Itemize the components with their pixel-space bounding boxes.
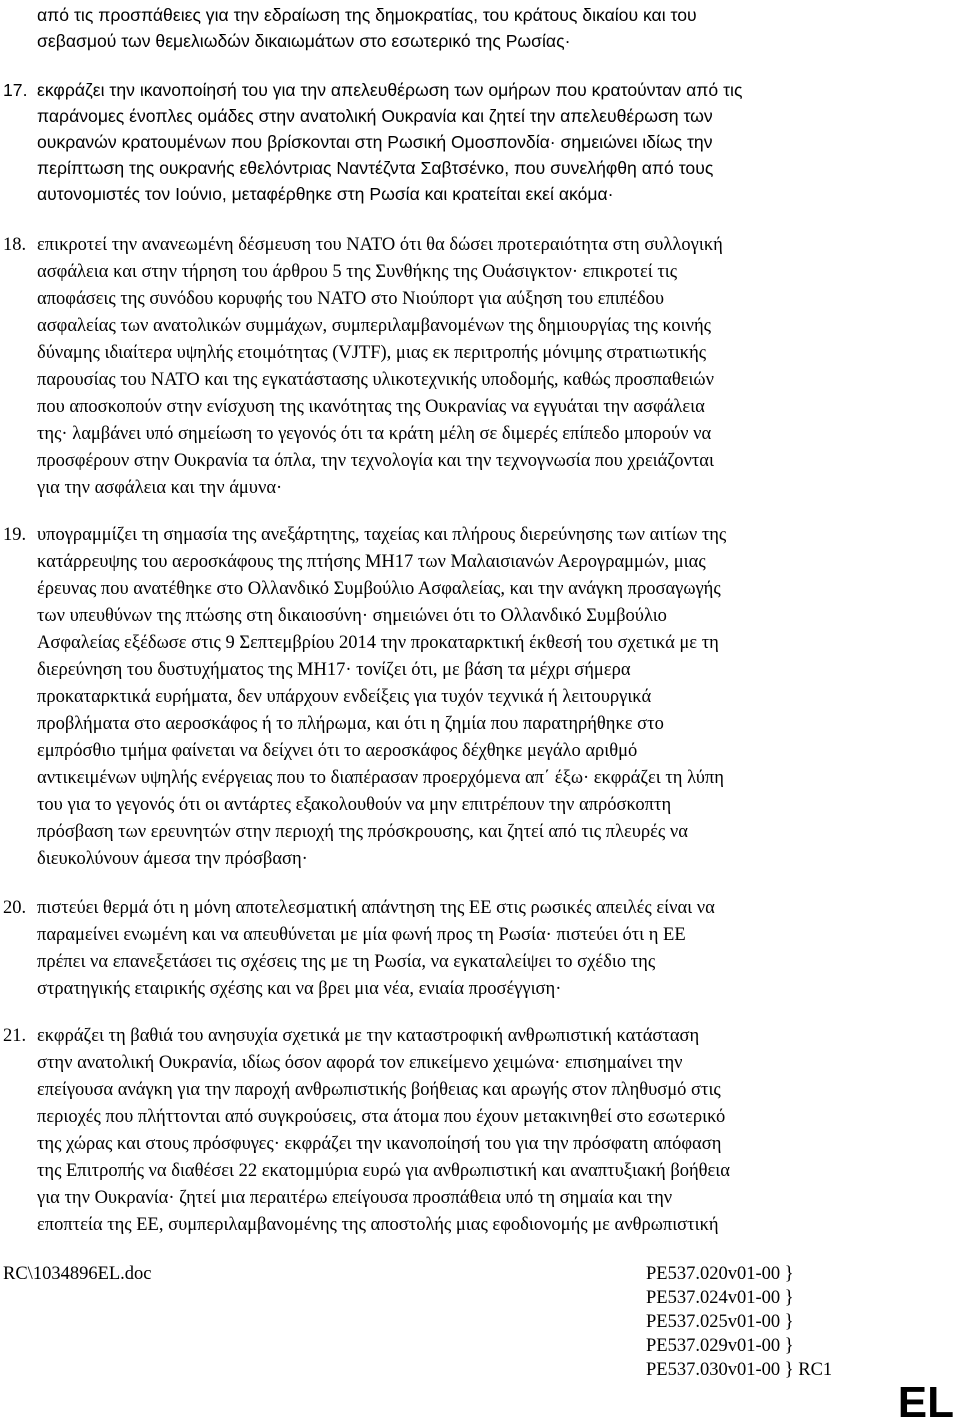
text-line: προσφέρουν στην Ουκρανία τα όπλα, την τεχνολογία και την τεχνογνωσία που χρειάζονται	[37, 451, 714, 471]
text-line: παραμείνει ενωμένη και να απευθύνεται με μία φωνή προς τη Ρωσία· πιστεύει ότι η ΕΕ	[37, 925, 686, 945]
text-line: πιστεύει θερμά ότι η μόνη αποτελεσματική απάντηση της ΕΕ στις ρωσικές απειλές είναι να	[37, 898, 715, 918]
text-line: της Επιτροπής να διαθέσει 22 εκατομμύρια ευρώ για ανθρωπιστική και αναπτυξιακή βοήθεια	[37, 1161, 730, 1181]
text-line: Ασφαλείας εξέδωσε στις 9 Σεπτεμβρίου 2014 την προκαταρκτική έκθεσή του σχετικά με τη	[37, 633, 719, 653]
text-line: εκφράζει την ικανοποίησή του για την απελευθέρωση των ομήρων που κρατούνταν από τις	[37, 80, 743, 100]
text-line: της χώρας και στους πρόσφυγες· εκφράζει την ικανοποίησή του για την πρόσφατη απόφαση	[37, 1134, 722, 1154]
text-line: εμπρόσθιο τμήμα φαίνεται να δείχνει ότι το αεροσκάφος δέχθηκε μεγάλο αριθμό	[37, 741, 638, 761]
text-line: ασφαλείας των ανατολικών συμμάχων, συμπεριλαμβανομένων της δημιουργίας της κοινής	[37, 316, 711, 336]
text-line: επικροτεί την ανανεωμένη δέσμευση του ΝΑΤΟ ότι θα δώσει προτεραιότητα στη συλλογική	[37, 235, 723, 255]
text-line: της· λαμβάνει υπό σημείωση το γεγονός ότι τα κράτη μέλη σε διμερές επίπεδο μπορούν να	[37, 424, 712, 444]
paragraph-number: 21.	[3, 1026, 27, 1046]
text-line: περιοχές που πλήττονται από συγκρούσεις, στα άτομα που έχουν μετακινηθεί στο εσωτερικό	[37, 1107, 726, 1127]
text-line: αποφάσεις της συνόδου κορυφής του ΝΑΤΟ στο Νιούπορτ για αύξηση του επιπέδου	[37, 289, 665, 309]
paragraph-number: 17.	[3, 80, 28, 100]
text-line: σεβασμού των θεμελιωδών δικαιωμάτων στο εσωτερικό της Ρωσίας·	[37, 31, 571, 51]
text-line: περίπτωση της ουκρανής εθελόντριας Ναντέζντα Σαβτσένκο, που συνελήφθη από τους	[37, 158, 714, 178]
text-line: προβλήματα στο αεροσκάφος ή το πλήρωμα, και ότι η ζημία που παρατηρήθηκε στο	[37, 714, 664, 734]
text-line: δύναμης ιδιαίτερα υψηλής ετοιμότητας (VJTF), μιας εκ περιτροπής μόνιμης στρατιωτικής	[37, 343, 707, 363]
pe-reference: PE537.025v01-00 }	[646, 1312, 794, 1332]
text-line: ουκρανών κρατουμένων που βρίσκονται στη Ρωσική Ομοσπονδία· σημειώνει ιδίως την	[37, 132, 713, 152]
paragraph-number: 20.	[3, 898, 27, 918]
paragraph-number: 19.	[3, 525, 27, 545]
paragraph-number: 18.	[3, 235, 27, 255]
text-line: παρουσίας του ΝΑΤΟ και της εγκατάστασης υλικοτεχνικής υποδομής, καθώς προσπαθειών	[37, 370, 714, 390]
text-line: ασφάλεια και στην τήρηση του άρθρου 5 της Συνθήκης της Ουάσιγκτον· επικροτεί τις	[37, 262, 678, 282]
text-line: από τις προσπάθειες για την εδραίωση της δημοκρατίας, του κράτους δικαίου και του	[37, 5, 697, 25]
text-line: στρατηγικής εταιρικής σχέσης και να βρει μια νέα, ενιαία προσέγγιση·	[37, 979, 562, 999]
text-line: πρέπει να επανεξετάσει τις σχέσεις της με τη Ρωσία, να εγκαταλείψει το σχέδιο της	[37, 952, 656, 972]
text-line: για την ασφάλεια και την άμυνα·	[37, 478, 283, 498]
pe-reference: PE537.020v01-00 }	[646, 1264, 794, 1284]
text-line: εποπτεία της ΕΕ, συμπεριλαμβανομένης της αποστολής μιας εφοδιονομής με ανθρωπιστική	[37, 1215, 719, 1235]
text-line: στην ανατολική Ουκρανία, ιδίως όσον αφορά τον επικείμενο χειμώνα· επισημαίνει την	[37, 1053, 683, 1073]
text-line: έρευνας που ανατέθηκε στο Ολλανδικό Συμβούλιο Ασφαλείας, και την ανάγκη προσαγωγής	[37, 579, 721, 599]
text-line: διερεύνηση του δυστυχήματος της MH17· τονίζει ότι, με βάση τα μέχρι σήμερα	[37, 660, 631, 680]
text-line: υπογραμμίζει τη σημασία της ανεξάρτητης, ταχείας και πλήρους διερεύνησης των αιτίων της	[37, 525, 727, 545]
text-line: πρόσβαση των ερευνητών στην περιοχή της πρόσκρουσης, και ζητεί από τις πλευρές να	[37, 822, 688, 842]
text-line: για την Ουκρανία· ζητεί μια περαιτέρω επείγουσα προσπάθεια υπό τη σημαία και την	[37, 1188, 673, 1208]
text-line: που αποσκοπούν στην ενίσχυση της ικανότητας της Ουκρανίας να εγγυάται την ασφάλεια	[37, 397, 705, 417]
pe-reference: PE537.030v01-00 } RC1	[646, 1360, 833, 1380]
text-line: διευκολύνουν άμεσα την πρόσβαση·	[37, 849, 308, 869]
text-line: αυτονομιστές τον Ιούνιο, μεταφέρθηκε στη Ρωσία και κρατείται εκεί ακόμα·	[37, 184, 614, 204]
pe-reference: PE537.024v01-00 }	[646, 1288, 794, 1308]
language-code: EL	[897, 1378, 954, 1427]
text-line: εκφράζει τη βαθιά του ανησυχία σχετικά με την καταστροφική ανθρωπιστική κατάσταση	[37, 1026, 700, 1046]
text-line: των υπευθύνων της πτώσης στη δικαιοσύνη· σημειώνει ότι το Ολλανδικό Συμβούλιο	[37, 606, 667, 626]
text-line: επείγουσα ανάγκη για την παροχή ανθρωπιστικής βοήθειας και αρωγής στον πληθυσμό στις	[37, 1080, 721, 1100]
text-line: αντικειμένων υψηλής ενέργειας που το διαπέρασαν προερχόμενα απ΄ έξω· εκφράζει τη λύπη	[37, 768, 724, 788]
pe-reference: PE537.029v01-00 }	[646, 1336, 794, 1356]
document-reference: RC\1034896EL.doc	[3, 1264, 152, 1284]
text-line: κατάρρευψης του αεροσκάφους της πτήσης MH17 των Μαλαισιανών Αερογραμμών, μιας	[37, 552, 706, 572]
text-line: προκαταρκτικά ευρήματα, δεν υπάρχουν ενδείξεις για τυχόν τεχνικά ή λειτουργικά	[37, 687, 652, 707]
text-line: του για το γεγονός ότι οι αντάρτες εξακολουθούν να μην επιτρέπουν την απρόσκοπτη	[37, 795, 672, 815]
text-line: παράνομες ένοπλες ομάδες στην ανατολική Ουκρανία και ζητεί την απελευθέρωση των	[37, 106, 713, 126]
